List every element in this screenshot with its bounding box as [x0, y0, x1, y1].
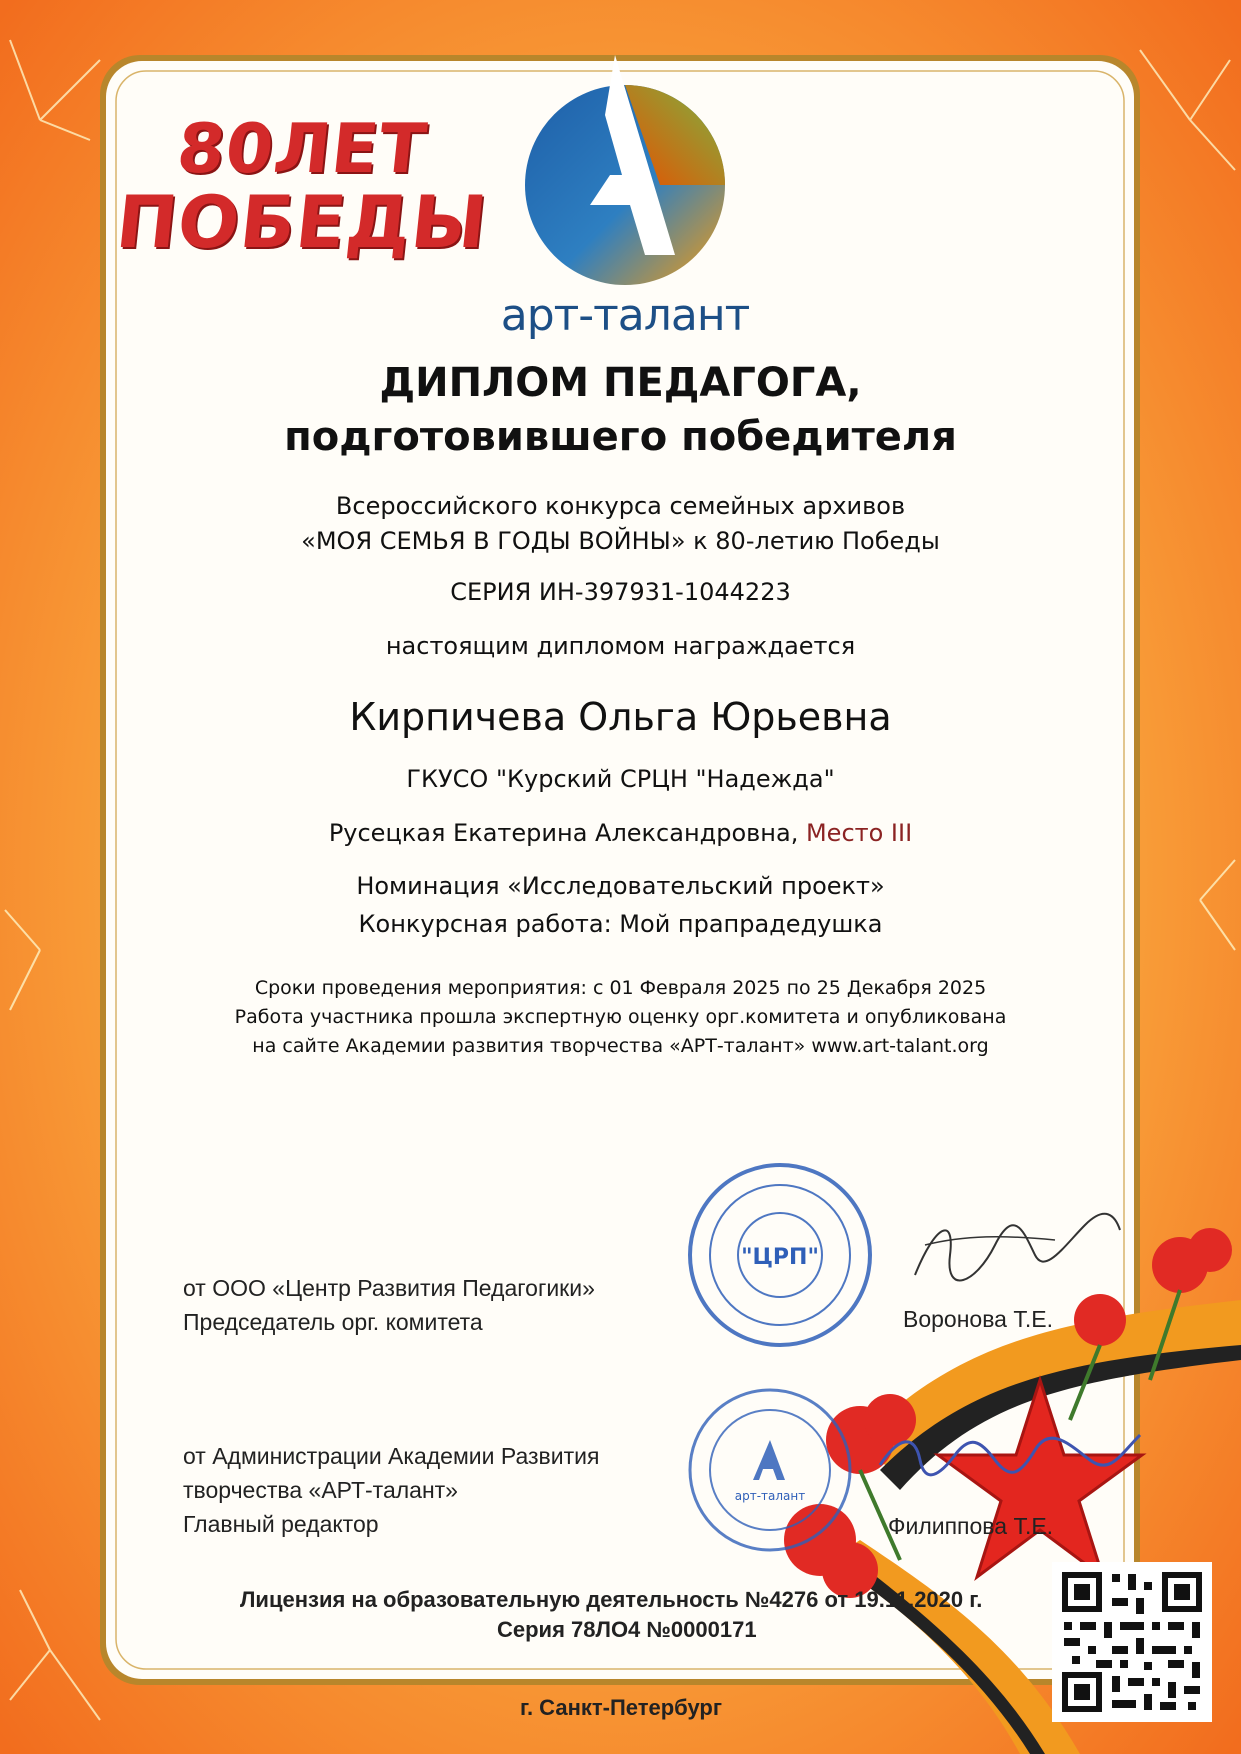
diploma-subtitle: подготовившего победителя — [284, 414, 957, 460]
nomination: Номинация «Исследовательский проект» — [356, 872, 885, 900]
anniversary-badge — [112, 110, 492, 264]
signature1-icon — [905, 1205, 1125, 1295]
contest-line1: Всероссийского конкурса семейных архивов — [335, 492, 906, 520]
stamp2-center: арт-талант — [734, 1489, 806, 1503]
badge-line2: ПОБЕДЫ — [112, 180, 492, 264]
signer2-name: Филиппова Т.Е. — [888, 1513, 1054, 1539]
org-from: от ООО «Центр Развития Педагогики» — [183, 1275, 595, 1301]
student-line — [0, 819, 1241, 847]
review-note: Работа участника прошла экспертную оценку орг.комитета и опубликована — [234, 1006, 1007, 1028]
organization: ГКУСО "Курский СРЦН "Надежда" — [406, 765, 835, 793]
serie-number: СЕРИЯ ИН-397931-1044223 — [450, 578, 791, 606]
signature2-icon — [870, 1415, 1150, 1495]
art-talant-logo-icon — [520, 55, 730, 295]
admin-org: творчества «АРТ-талант» — [183, 1477, 458, 1503]
badge-line1: 80ЛЕТ — [173, 110, 431, 189]
admin-from: от Администрации Академии Развития — [183, 1443, 600, 1469]
contest-line2: «МОЯ СЕМЬЯ В ГОДЫ ВОЙНЫ» к 80-летию Победы — [301, 527, 940, 555]
brand-name: арт-талант — [500, 290, 750, 341]
student-name: Русецкая Екатерина Александровна, — [328, 819, 799, 847]
event-dates: Сроки проведения мероприятия: с 01 Февраля 2025 по 25 Декабря 2025 — [254, 977, 987, 999]
recipient-name: Кирпичева Ольга Юрьевна — [349, 695, 892, 739]
qr-code-icon[interactable] — [1052, 1562, 1212, 1722]
org-role: Председатель орг. комитета — [183, 1309, 483, 1335]
place-badge: Место III — [805, 819, 913, 847]
crp-stamp-icon — [685, 1160, 875, 1350]
signer1-name: Воронова Т.Е. — [903, 1306, 1053, 1332]
diploma-title: ДИПЛОМ ПЕДАГОГА, — [379, 360, 862, 406]
publication-note: на сайте Академии развития творчества «АРТ-талант» www.art-talant.org — [252, 1035, 989, 1057]
contest-work: Конкурсная работа: Мой прапрадедушка — [358, 910, 883, 938]
license-line1: Лицензия на образовательную деятельность №4276 от 19.11.2020 г. — [240, 1587, 983, 1612]
stamp1-center: "ЦРП" — [741, 1245, 819, 1270]
license-line2: Серия 78ЛО4 №0000171 — [497, 1617, 757, 1642]
admin-role: Главный редактор — [183, 1511, 379, 1537]
award-text: настоящим дипломом награждается — [385, 632, 856, 660]
art-talant-stamp-icon — [685, 1385, 855, 1555]
city: г. Санкт-Петербург — [520, 1695, 723, 1720]
